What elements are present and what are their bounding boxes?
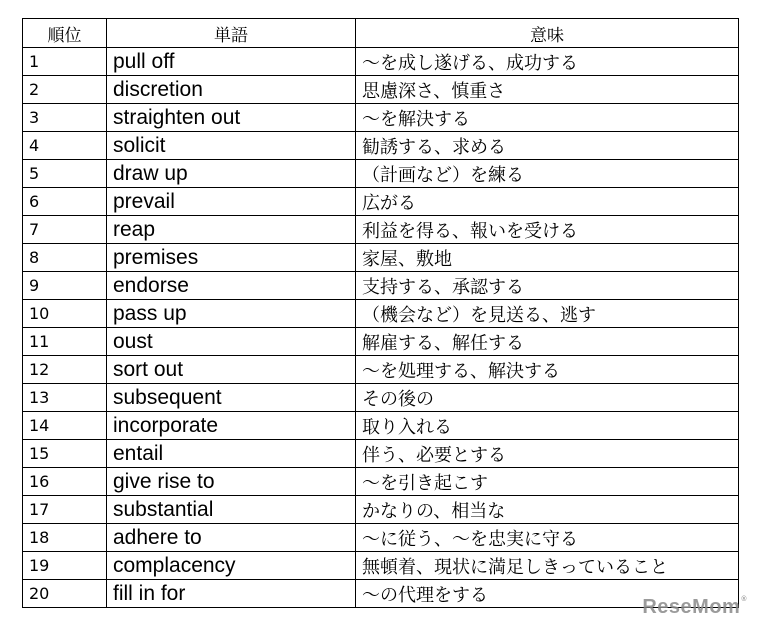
meaning-cell: 無頓着、現状に満足しきっていること	[356, 552, 739, 580]
meaning-cell: （計画など）を練る	[356, 160, 739, 188]
meaning-cell: 利益を得る、報いを受ける	[356, 216, 739, 244]
meaning-cell: 広がる	[356, 188, 739, 216]
table-header-row	[23, 19, 739, 48]
word-cell: pull off	[107, 48, 356, 76]
word-cell: complacency	[107, 552, 356, 580]
table-row	[23, 188, 739, 216]
meaning-cell: （機会など）を見送る、逃す	[356, 300, 739, 328]
meaning-cell: かなりの、相当な	[356, 496, 739, 524]
table-row	[23, 496, 739, 524]
rank-cell: 17	[23, 496, 107, 524]
meaning-cell: 勧誘する、求める	[356, 132, 739, 160]
meaning-cell: ～を成し遂げる、成功する	[356, 48, 739, 76]
word-cell: adhere to	[107, 524, 356, 552]
rank-cell: 9	[23, 272, 107, 300]
rank-cell: 10	[23, 300, 107, 328]
rank-cell: 16	[23, 468, 107, 496]
word-cell: endorse	[107, 272, 356, 300]
word-cell: premises	[107, 244, 356, 272]
table-body	[23, 48, 739, 608]
table-row	[23, 160, 739, 188]
rank-cell: 7	[23, 216, 107, 244]
word-cell: fill in for	[107, 580, 356, 608]
table-row	[23, 104, 739, 132]
rank-cell: 4	[23, 132, 107, 160]
table-row	[23, 412, 739, 440]
rank-cell: 8	[23, 244, 107, 272]
meaning-cell: 解雇する、解任する	[356, 328, 739, 356]
word-cell: subsequent	[107, 384, 356, 412]
header-rank: 順位	[23, 19, 107, 48]
word-cell: substantial	[107, 496, 356, 524]
rank-cell: 20	[23, 580, 107, 608]
meaning-cell: その後の	[356, 384, 739, 412]
header-word: 単語	[107, 19, 356, 48]
table-row	[23, 468, 739, 496]
rank-cell: 6	[23, 188, 107, 216]
rank-cell: 12	[23, 356, 107, 384]
word-cell: pass up	[107, 300, 356, 328]
table-row	[23, 48, 739, 76]
header-meaning: 意味	[356, 19, 739, 48]
rank-cell: 3	[23, 104, 107, 132]
meaning-cell: ～を引き起こす	[356, 468, 739, 496]
rank-cell: 18	[23, 524, 107, 552]
watermark-mark: ®	[741, 596, 747, 603]
word-cell: straighten out	[107, 104, 356, 132]
meaning-cell: 思慮深さ、慎重さ	[356, 76, 739, 104]
table-row	[23, 328, 739, 356]
word-cell: give rise to	[107, 468, 356, 496]
rank-cell: 15	[23, 440, 107, 468]
rank-cell: 13	[23, 384, 107, 412]
table-row	[23, 356, 739, 384]
table-row	[23, 384, 739, 412]
resemom-watermark-logo	[642, 596, 747, 619]
meaning-cell: 家屋、敷地	[356, 244, 739, 272]
meaning-cell: 伴う、必要とする	[356, 440, 739, 468]
meaning-cell: 取り入れる	[356, 412, 739, 440]
meaning-cell: ～の代理をする	[356, 580, 739, 608]
table-row	[23, 244, 739, 272]
table-row	[23, 300, 739, 328]
word-cell: entail	[107, 440, 356, 468]
table-row	[23, 76, 739, 104]
word-cell: draw up	[107, 160, 356, 188]
table-row	[23, 440, 739, 468]
meaning-cell: ～を処理する、解決する	[356, 356, 739, 384]
table-row	[23, 132, 739, 160]
meaning-cell: ～に従う、～を忠実に守る	[356, 524, 739, 552]
word-cell: incorporate	[107, 412, 356, 440]
table-row	[23, 580, 739, 608]
rank-cell: 14	[23, 412, 107, 440]
table-row	[23, 216, 739, 244]
rank-cell: 19	[23, 552, 107, 580]
rank-cell: 2	[23, 76, 107, 104]
table-row	[23, 524, 739, 552]
rank-cell: 1	[23, 48, 107, 76]
vocabulary-ranking-table	[22, 18, 739, 608]
meaning-cell: ～を解決する	[356, 104, 739, 132]
rank-cell: 5	[23, 160, 107, 188]
table-row	[23, 272, 739, 300]
word-cell: oust	[107, 328, 356, 356]
watermark-text: ReseMom	[642, 596, 741, 618]
word-cell: solicit	[107, 132, 356, 160]
word-cell: prevail	[107, 188, 356, 216]
word-cell: discretion	[107, 76, 356, 104]
table-row	[23, 552, 739, 580]
word-cell: sort out	[107, 356, 356, 384]
word-cell: reap	[107, 216, 356, 244]
meaning-cell: 支持する、承認する	[356, 272, 739, 300]
rank-cell: 11	[23, 328, 107, 356]
